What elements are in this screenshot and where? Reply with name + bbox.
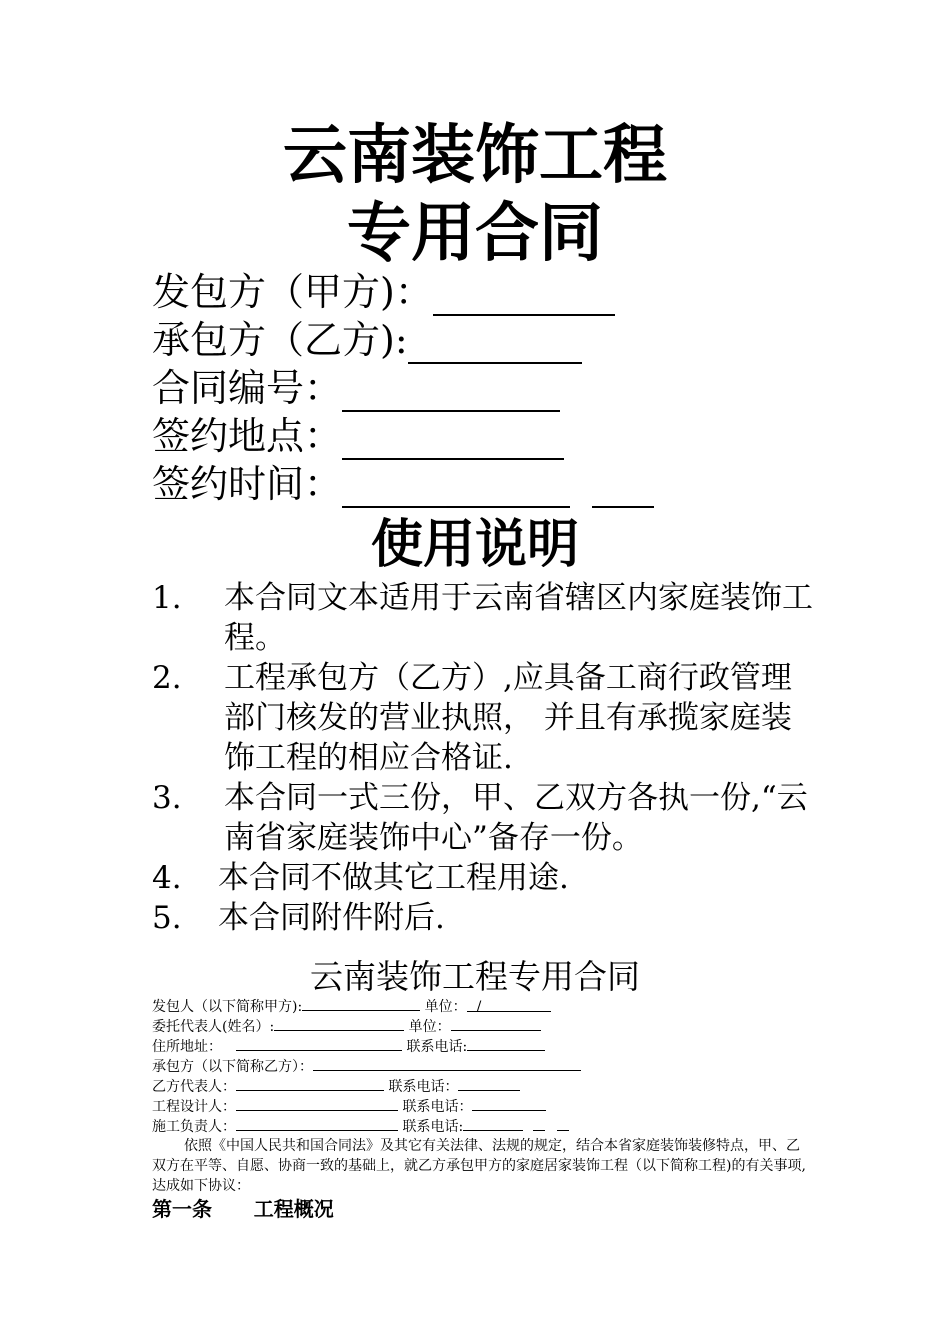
field-contractor-label: 承包方（乙方):: [152, 318, 408, 362]
field-employer-label: 发包方（甲方)：: [152, 270, 433, 314]
article-1-heading: 第一条 工程概况: [152, 1197, 334, 1221]
field-sign-time-label: 签约时间：: [152, 462, 343, 506]
field-employer: [152, 268, 654, 316]
field-sign-time-blank[interactable]: [342, 470, 570, 508]
unit-label-2: 单位：: [408, 1019, 451, 1035]
phone-label-1: 联系电话:: [406, 1039, 468, 1055]
form-line-agent: [152, 1016, 581, 1036]
instruction-number: 1.: [152, 580, 182, 616]
form-line-supervisor: [152, 1116, 581, 1136]
phone-blank-1[interactable]: [467, 1036, 545, 1051]
contractor-blank[interactable]: [313, 1056, 581, 1071]
instructions-list: [152, 578, 822, 938]
unit-label: 单位：: [424, 999, 467, 1015]
cover-title-line2: 专用合同: [347, 197, 603, 271]
rep-b-blank[interactable]: [236, 1076, 384, 1091]
field-sign-time: [152, 460, 654, 508]
form-line-employer: [152, 996, 581, 1016]
employer-label: 发包人（以下简称甲方):: [152, 999, 303, 1015]
field-contractor-blank[interactable]: [408, 326, 582, 364]
contractor-label: 承包方（以下简称乙方）：: [152, 1059, 313, 1075]
phone-label-3: 联系电话：: [402, 1099, 473, 1115]
unit-value[interactable]: /: [467, 997, 551, 1012]
instruction-text: 本合同文本适用于云南省辖区内家庭装饰工程。: [224, 580, 813, 656]
contract-subtitle: 云南装饰工程专用合同: [310, 957, 640, 996]
cover-fields: [152, 268, 654, 508]
field-contract-number-blank[interactable]: [342, 374, 560, 412]
phone-blank-3[interactable]: [472, 1096, 546, 1111]
agent-label: 委托代表人(姓名）:: [152, 1019, 275, 1035]
field-contract-number: [152, 364, 654, 412]
phone-label-2: 联系电话：: [388, 1079, 459, 1095]
designer-label: 工程设计人：: [152, 1099, 236, 1115]
rep-b-label: 乙方代表人：: [152, 1079, 236, 1095]
address-blank[interactable]: [236, 1036, 402, 1051]
contract-preamble: 依照《中国人民共和国合同法》及其它有关法律、法规的规定，结合本省家庭装饰装修特点，甲、乙双方在平等、自愿、协商一致的基础上，就乙方承包甲方的家庭居家装饰工程（以下简称工程)的有关事项,达成如下协议：: [152, 1138, 806, 1194]
instruction-text: 本合同一式三份，甲、乙双方各执一份,“云南省家庭装饰中心”备存一份。: [224, 780, 808, 856]
instruction-item: [152, 898, 822, 938]
unit-blank-2[interactable]: [451, 1016, 541, 1031]
instruction-number: 2.: [152, 660, 182, 696]
instruction-number: 3.: [152, 780, 182, 816]
address-label: 住所地址：: [152, 1039, 222, 1055]
designer-blank[interactable]: [236, 1096, 398, 1111]
field-employer-blank[interactable]: [433, 278, 615, 316]
form-line-designer: [152, 1096, 581, 1116]
phone-blank-4b[interactable]: [533, 1116, 545, 1131]
supervisor-label: 施工负责人：: [152, 1119, 236, 1135]
employer-blank[interactable]: [302, 996, 420, 1011]
instructions-heading: 使用说明: [370, 515, 579, 575]
form-line-address: [152, 1036, 581, 1056]
phone-label-4: 联系电话:: [402, 1119, 464, 1135]
supervisor-blank[interactable]: [236, 1116, 398, 1131]
instruction-text: 本合同附件附后.: [218, 900, 445, 936]
field-sign-place: [152, 412, 654, 460]
phone-blank-2[interactable]: [458, 1076, 520, 1091]
contract-parties-form: [152, 996, 581, 1136]
field-sign-place-blank[interactable]: [342, 422, 564, 460]
instruction-number: 4.: [152, 860, 182, 896]
field-contract-number-label: 合同编号：: [152, 366, 343, 410]
instruction-item: [152, 778, 822, 858]
phone-blank-4c[interactable]: [557, 1116, 569, 1131]
instruction-text: 工程承包方（乙方）,应具备工商行政管理部门核发的营业执照， 并且有承揽家庭装饰工程的相应合格证.: [224, 660, 792, 776]
form-line-contractor: [152, 1056, 581, 1076]
instruction-number: 5.: [152, 900, 182, 936]
instruction-item: [152, 858, 822, 898]
agent-blank[interactable]: [274, 1016, 404, 1031]
field-contractor: [152, 316, 654, 364]
form-line-rep-b: [152, 1076, 581, 1096]
phone-blank-4[interactable]: [463, 1116, 523, 1131]
field-sign-place-label: 签约地点：: [152, 414, 343, 458]
cover-title-line1: 云南装饰工程: [283, 119, 667, 193]
instruction-item: [152, 578, 822, 658]
instruction-text: 本合同不做其它工程用途.: [218, 860, 569, 896]
instruction-item: [152, 658, 822, 778]
field-sign-time-blank-2[interactable]: [592, 470, 654, 508]
